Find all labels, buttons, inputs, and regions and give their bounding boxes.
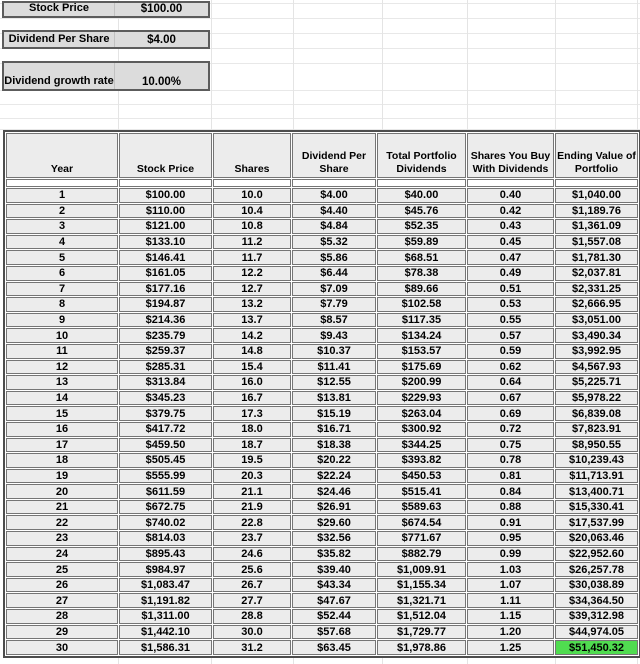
cell-total-portfolio-dividends-y24[interactable]: $882.79 — [377, 547, 466, 562]
column-header-shares: Shares — [213, 133, 291, 178]
cell-shares-y20[interactable]: 21.1 — [213, 484, 291, 499]
cell-ending-value-of-portfolio-y7[interactable]: $2,331.25 — [555, 282, 638, 297]
cell-ending-value-of-portfolio-y19[interactable]: $11,713.91 — [555, 469, 638, 484]
cell-dividend-per-share-y7[interactable]: $7.09 — [292, 282, 376, 297]
cell-total-portfolio-dividends-y11[interactable]: $153.57 — [377, 344, 466, 359]
cell-total-portfolio-dividends-y1[interactable]: $40.00 — [377, 188, 466, 203]
cell-shares-y11[interactable]: 14.8 — [213, 344, 291, 359]
table-row-year-30 — [6, 640, 638, 655]
cell-stock-price-y10[interactable]: $235.79 — [119, 328, 212, 343]
cell-year-y8[interactable]: 8 — [6, 297, 118, 312]
cell-total-portfolio-dividends-y27[interactable]: $1,321.71 — [377, 593, 466, 608]
cell-shares-you-buy-with-dividends-y3[interactable]: 0.43 — [467, 219, 554, 234]
cell-shares-y9[interactable]: 13.7 — [213, 313, 291, 328]
table-row-year-19 — [6, 469, 638, 484]
cell-year-y10[interactable]: 10 — [6, 328, 118, 343]
cell-shares-you-buy-with-dividends-y24[interactable]: 0.99 — [467, 547, 554, 562]
cell-year-y14[interactable]: 14 — [6, 391, 118, 406]
cell-total-portfolio-dividends-y4[interactable]: $59.89 — [377, 235, 466, 250]
cell-stock-price-y19[interactable]: $555.99 — [119, 469, 212, 484]
cell-ending-value-of-portfolio-y28[interactable]: $39,312.98 — [555, 609, 638, 624]
cell-dividend-per-share-y3[interactable]: $4.84 — [292, 219, 376, 234]
table-row-year-11 — [6, 344, 638, 359]
cell-shares-you-buy-with-dividends-y6[interactable]: 0.49 — [467, 266, 554, 281]
cell-year-y16[interactable]: 16 — [6, 422, 118, 437]
cell-shares-you-buy-with-dividends-y22[interactable]: 0.91 — [467, 515, 554, 530]
cell-ending-value-of-portfolio-y20[interactable]: $13,400.71 — [555, 484, 638, 499]
spacer-row — [6, 179, 638, 187]
cell-year-y11[interactable]: 11 — [6, 344, 118, 359]
column-header-total-portfolio-dividends: Total Portfolio Dividends — [377, 133, 466, 178]
cell-stock-price-y30[interactable]: $1,586.31 — [119, 640, 212, 655]
cell-dividend-per-share-y23[interactable]: $32.56 — [292, 531, 376, 546]
cell-dividend-per-share-y15[interactable]: $15.19 — [292, 406, 376, 421]
cell-total-portfolio-dividends-y9[interactable]: $117.35 — [377, 313, 466, 328]
cell-dividend-per-share-y17[interactable]: $18.38 — [292, 438, 376, 453]
cell-ending-value-of-portfolio-y25[interactable]: $26,257.78 — [555, 562, 638, 577]
column-header-shares-you-buy-with-dividends: Shares You Buy With Dividends — [467, 133, 554, 178]
dividend-growth-rate-value-cell[interactable]: 10.00% — [114, 63, 208, 89]
cell-ending-value-of-portfolio-y10[interactable]: $3,490.34 — [555, 328, 638, 343]
cell-year-y25[interactable]: 25 — [6, 562, 118, 577]
cell-dividend-per-share-y6[interactable]: $6.44 — [292, 266, 376, 281]
cell-shares-you-buy-with-dividends-y25[interactable]: 1.03 — [467, 562, 554, 577]
cell-stock-price-y6[interactable]: $161.05 — [119, 266, 212, 281]
cell-shares-you-buy-with-dividends-y9[interactable]: 0.55 — [467, 313, 554, 328]
cell-shares-you-buy-with-dividends-y13[interactable]: 0.64 — [467, 375, 554, 390]
cell-year-y15[interactable]: 15 — [6, 406, 118, 421]
table-row-year-26 — [6, 578, 638, 593]
cell-shares-y2[interactable]: 10.4 — [213, 204, 291, 219]
cell-total-portfolio-dividends-y30[interactable]: $1,978.86 — [377, 640, 466, 655]
cell-stock-price-y8[interactable]: $194.87 — [119, 297, 212, 312]
cell-stock-price-y2[interactable]: $110.00 — [119, 204, 212, 219]
table-row-year-27 — [6, 593, 638, 608]
cell-total-portfolio-dividends-y10[interactable]: $134.24 — [377, 328, 466, 343]
cell-stock-price-y4[interactable]: $133.10 — [119, 235, 212, 250]
table-row-year-7 — [6, 282, 638, 297]
input-dividend-per-share — [2, 30, 210, 49]
cell-stock-price-y3[interactable]: $121.00 — [119, 219, 212, 234]
cell-ending-value-of-portfolio-y15[interactable]: $6,839.08 — [555, 406, 638, 421]
cell-shares-y29[interactable]: 30.0 — [213, 625, 291, 640]
cell-dividend-per-share-y9[interactable]: $8.57 — [292, 313, 376, 328]
cell-year-y19[interactable]: 19 — [6, 469, 118, 484]
cell-shares-y24[interactable]: 24.6 — [213, 547, 291, 562]
dividend-schedule-table — [3, 130, 640, 658]
cell-ending-value-of-portfolio-y23[interactable]: $20,063.46 — [555, 531, 638, 546]
spacer-cell — [6, 179, 118, 187]
cell-stock-price-y24[interactable]: $895.43 — [119, 547, 212, 562]
cell-total-portfolio-dividends-y18[interactable]: $393.82 — [377, 453, 466, 468]
cell-year-y24[interactable]: 24 — [6, 547, 118, 562]
cell-year-y26[interactable]: 26 — [6, 578, 118, 593]
spacer-cell — [119, 179, 212, 187]
spacer-cell — [467, 179, 554, 187]
cell-dividend-per-share-y29[interactable]: $57.68 — [292, 625, 376, 640]
table-row-year-5 — [6, 250, 638, 265]
column-header-ending-value-of-portfolio: Ending Value of Portfolio — [555, 133, 638, 178]
cell-ending-value-of-portfolio-y18[interactable]: $10,239.43 — [555, 453, 638, 468]
cell-shares-you-buy-with-dividends-y15[interactable]: 0.69 — [467, 406, 554, 421]
cell-stock-price-y22[interactable]: $740.02 — [119, 515, 212, 530]
cell-dividend-per-share-y21[interactable]: $26.91 — [292, 500, 376, 515]
cell-dividend-per-share-y2[interactable]: $4.40 — [292, 204, 376, 219]
table-row-year-21 — [6, 500, 638, 515]
cell-stock-price-y13[interactable]: $313.84 — [119, 375, 212, 390]
cell-total-portfolio-dividends-y29[interactable]: $1,729.77 — [377, 625, 466, 640]
cell-year-y30[interactable]: 30 — [6, 640, 118, 655]
cell-total-portfolio-dividends-y13[interactable]: $200.99 — [377, 375, 466, 390]
cell-year-y20[interactable]: 20 — [6, 484, 118, 499]
dividend-table-body — [6, 179, 638, 655]
cell-shares-y6[interactable]: 12.2 — [213, 266, 291, 281]
cell-year-y9[interactable]: 9 — [6, 313, 118, 328]
table-row-year-12 — [6, 360, 638, 375]
table-row-year-2 — [6, 204, 638, 219]
input-stock-price — [2, 1, 210, 18]
table-row-year-6 — [6, 266, 638, 281]
cell-ending-value-of-portfolio-y5[interactable]: $1,781.30 — [555, 250, 638, 265]
cell-total-portfolio-dividends-y22[interactable]: $674.54 — [377, 515, 466, 530]
cell-shares-y4[interactable]: 11.2 — [213, 235, 291, 250]
cell-ending-value-of-portfolio-y29[interactable]: $44,974.05 — [555, 625, 638, 640]
table-row-year-4 — [6, 235, 638, 250]
cell-stock-price-y21[interactable]: $672.75 — [119, 500, 212, 515]
cell-total-portfolio-dividends-y8[interactable]: $102.58 — [377, 297, 466, 312]
cell-year-y12[interactable]: 12 — [6, 360, 118, 375]
dividend-growth-rate-label: Dividend growth rate — [4, 75, 114, 88]
cell-stock-price-y29[interactable]: $1,442.10 — [119, 625, 212, 640]
cell-dividend-per-share-y25[interactable]: $39.40 — [292, 562, 376, 577]
cell-dividend-per-share-y10[interactable]: $9.43 — [292, 328, 376, 343]
cell-ending-value-of-portfolio-y3[interactable]: $1,361.09 — [555, 219, 638, 234]
cell-shares-y23[interactable]: 23.7 — [213, 531, 291, 546]
cell-year-y17[interactable]: 17 — [6, 438, 118, 453]
cell-dividend-per-share-y16[interactable]: $16.71 — [292, 422, 376, 437]
cell-shares-y25[interactable]: 25.6 — [213, 562, 291, 577]
cell-total-portfolio-dividends-y20[interactable]: $515.41 — [377, 484, 466, 499]
cell-shares-you-buy-with-dividends-y4[interactable]: 0.45 — [467, 235, 554, 250]
cell-shares-you-buy-with-dividends-y16[interactable]: 0.72 — [467, 422, 554, 437]
cell-year-y23[interactable]: 23 — [6, 531, 118, 546]
cell-ending-value-of-portfolio-y6[interactable]: $2,037.81 — [555, 266, 638, 281]
cell-stock-price-y14[interactable]: $345.23 — [119, 391, 212, 406]
table-row-year-15 — [6, 406, 638, 421]
cell-stock-price-y20[interactable]: $611.59 — [119, 484, 212, 499]
cell-shares-y17[interactable]: 18.7 — [213, 438, 291, 453]
cell-shares-you-buy-with-dividends-y28[interactable]: 1.15 — [467, 609, 554, 624]
table-row-year-20 — [6, 484, 638, 499]
cell-shares-y19[interactable]: 20.3 — [213, 469, 291, 484]
cell-dividend-per-share-y24[interactable]: $35.82 — [292, 547, 376, 562]
cell-shares-y8[interactable]: 13.2 — [213, 297, 291, 312]
table-row-year-9 — [6, 313, 638, 328]
table-row-year-3 — [6, 219, 638, 234]
cell-ending-value-of-portfolio-y13[interactable]: $5,225.71 — [555, 375, 638, 390]
cell-ending-value-of-portfolio-y2[interactable]: $1,189.76 — [555, 204, 638, 219]
cell-year-y18[interactable]: 18 — [6, 453, 118, 468]
dividend-per-share-value-cell[interactable]: $4.00 — [114, 32, 208, 47]
cell-shares-you-buy-with-dividends-y27[interactable]: 1.11 — [467, 593, 554, 608]
cell-year-y27[interactable]: 27 — [6, 593, 118, 608]
cell-stock-price-y12[interactable]: $285.31 — [119, 360, 212, 375]
cell-dividend-per-share-y11[interactable]: $10.37 — [292, 344, 376, 359]
table-row-year-18 — [6, 453, 638, 468]
cell-shares-y1[interactable]: 10.0 — [213, 188, 291, 203]
cell-dividend-per-share-y27[interactable]: $47.67 — [292, 593, 376, 608]
cell-ending-value-of-portfolio-y21[interactable]: $15,330.41 — [555, 500, 638, 515]
cell-year-y6[interactable]: 6 — [6, 266, 118, 281]
cell-ending-value-of-portfolio-y22[interactable]: $17,537.99 — [555, 515, 638, 530]
cell-year-y29[interactable]: 29 — [6, 625, 118, 640]
cell-shares-you-buy-with-dividends-y17[interactable]: 0.75 — [467, 438, 554, 453]
table-row-year-25 — [6, 562, 638, 577]
cell-ending-value-of-portfolio-y24[interactable]: $22,952.60 — [555, 547, 638, 562]
cell-year-y3[interactable]: 3 — [6, 219, 118, 234]
cell-dividend-per-share-y4[interactable]: $5.32 — [292, 235, 376, 250]
cell-shares-you-buy-with-dividends-y18[interactable]: 0.78 — [467, 453, 554, 468]
cell-ending-value-of-portfolio-y27[interactable]: $34,364.50 — [555, 593, 638, 608]
cell-stock-price-y7[interactable]: $177.16 — [119, 282, 212, 297]
cell-year-y1[interactable]: 1 — [6, 188, 118, 203]
cell-shares-you-buy-with-dividends-y1[interactable]: 0.40 — [467, 188, 554, 203]
cell-shares-y15[interactable]: 17.3 — [213, 406, 291, 421]
cell-ending-value-of-portfolio-y12[interactable]: $4,567.93 — [555, 360, 638, 375]
cell-dividend-per-share-y8[interactable]: $7.79 — [292, 297, 376, 312]
cell-ending-value-of-portfolio-y1[interactable]: $1,040.00 — [555, 188, 638, 203]
cell-shares-you-buy-with-dividends-y26[interactable]: 1.07 — [467, 578, 554, 593]
spacer-cell — [377, 179, 466, 187]
column-header-dividend-per-share: Dividend Per Share — [292, 133, 376, 178]
cell-dividend-per-share-y1[interactable]: $4.00 — [292, 188, 376, 203]
table-row-year-22 — [6, 515, 638, 530]
cell-year-y13[interactable]: 13 — [6, 375, 118, 390]
cell-shares-you-buy-with-dividends-y8[interactable]: 0.53 — [467, 297, 554, 312]
cell-total-portfolio-dividends-y6[interactable]: $78.38 — [377, 266, 466, 281]
cell-shares-you-buy-with-dividends-y2[interactable]: 0.42 — [467, 204, 554, 219]
cell-total-portfolio-dividends-y2[interactable]: $45.76 — [377, 204, 466, 219]
cell-total-portfolio-dividends-y5[interactable]: $68.51 — [377, 250, 466, 265]
cell-stock-price-y25[interactable]: $984.97 — [119, 562, 212, 577]
cell-shares-y5[interactable]: 11.7 — [213, 250, 291, 265]
cell-dividend-per-share-y28[interactable]: $52.44 — [292, 609, 376, 624]
cell-shares-y22[interactable]: 22.8 — [213, 515, 291, 530]
cell-year-y5[interactable]: 5 — [6, 250, 118, 265]
cell-total-portfolio-dividends-y23[interactable]: $771.67 — [377, 531, 466, 546]
cell-shares-y10[interactable]: 14.2 — [213, 328, 291, 343]
cell-shares-y16[interactable]: 18.0 — [213, 422, 291, 437]
cell-shares-you-buy-with-dividends-y7[interactable]: 0.51 — [467, 282, 554, 297]
cell-dividend-per-share-y26[interactable]: $43.34 — [292, 578, 376, 593]
cell-total-portfolio-dividends-y14[interactable]: $229.93 — [377, 391, 466, 406]
table-row-year-16 — [6, 422, 638, 437]
cell-ending-value-of-portfolio-y26[interactable]: $30,038.89 — [555, 578, 638, 593]
cell-dividend-per-share-y20[interactable]: $24.46 — [292, 484, 376, 499]
cell-shares-y13[interactable]: 16.0 — [213, 375, 291, 390]
cell-total-portfolio-dividends-y17[interactable]: $344.25 — [377, 438, 466, 453]
cell-year-y21[interactable]: 21 — [6, 500, 118, 515]
cell-shares-you-buy-with-dividends-y21[interactable]: 0.88 — [467, 500, 554, 515]
cell-total-portfolio-dividends-y3[interactable]: $52.35 — [377, 219, 466, 234]
cell-dividend-per-share-y30[interactable]: $63.45 — [292, 640, 376, 655]
cell-dividend-per-share-y5[interactable]: $5.86 — [292, 250, 376, 265]
cell-shares-you-buy-with-dividends-y19[interactable]: 0.81 — [467, 469, 554, 484]
table-row-year-17 — [6, 438, 638, 453]
cell-stock-price-y27[interactable]: $1,191.82 — [119, 593, 212, 608]
cell-total-portfolio-dividends-y28[interactable]: $1,512.04 — [377, 609, 466, 624]
cell-dividend-per-share-y22[interactable]: $29.60 — [292, 515, 376, 530]
cell-dividend-per-share-y12[interactable]: $11.41 — [292, 360, 376, 375]
cell-year-y2[interactable]: 2 — [6, 204, 118, 219]
cell-year-y28[interactable]: 28 — [6, 609, 118, 624]
input-dividend-growth-rate — [2, 61, 210, 91]
cell-stock-price-y1[interactable]: $100.00 — [119, 188, 212, 203]
cell-ending-value-of-portfolio-y11[interactable]: $3,992.95 — [555, 344, 638, 359]
cell-ending-value-of-portfolio-y4[interactable]: $1,557.08 — [555, 235, 638, 250]
cell-shares-you-buy-with-dividends-y20[interactable]: 0.84 — [467, 484, 554, 499]
cell-shares-y12[interactable]: 15.4 — [213, 360, 291, 375]
table-row-year-29 — [6, 625, 638, 640]
column-header-stock-price: Stock Price — [119, 133, 212, 178]
cell-shares-you-buy-with-dividends-y12[interactable]: 0.62 — [467, 360, 554, 375]
cell-shares-y27[interactable]: 27.7 — [213, 593, 291, 608]
table-row-year-8 — [6, 297, 638, 312]
cell-shares-y26[interactable]: 26.7 — [213, 578, 291, 593]
table-row-year-28 — [6, 609, 638, 624]
cell-dividend-per-share-y18[interactable]: $20.22 — [292, 453, 376, 468]
cell-shares-you-buy-with-dividends-y30[interactable]: 1.25 — [467, 640, 554, 655]
cell-stock-price-y17[interactable]: $459.50 — [119, 438, 212, 453]
table-row-year-23 — [6, 531, 638, 546]
cell-shares-y3[interactable]: 10.8 — [213, 219, 291, 234]
cell-shares-y21[interactable]: 21.9 — [213, 500, 291, 515]
cell-total-portfolio-dividends-y16[interactable]: $300.92 — [377, 422, 466, 437]
table-header-row — [6, 133, 638, 178]
cell-shares-you-buy-with-dividends-y11[interactable]: 0.59 — [467, 344, 554, 359]
table-row-year-13 — [6, 375, 638, 390]
spacer-cell — [555, 179, 638, 187]
cell-dividend-per-share-y19[interactable]: $22.24 — [292, 469, 376, 484]
cell-shares-you-buy-with-dividends-y14[interactable]: 0.67 — [467, 391, 554, 406]
cell-ending-value-of-portfolio-y8[interactable]: $2,666.95 — [555, 297, 638, 312]
cell-shares-y30[interactable]: 31.2 — [213, 640, 291, 655]
cell-stock-price-y5[interactable]: $146.41 — [119, 250, 212, 265]
table-row-year-10 — [6, 328, 638, 343]
dividend-per-share-label: Dividend Per Share — [8, 33, 110, 46]
table-row-year-14 — [6, 391, 638, 406]
cell-total-portfolio-dividends-y26[interactable]: $1,155.34 — [377, 578, 466, 593]
cell-shares-y18[interactable]: 19.5 — [213, 453, 291, 468]
cell-total-portfolio-dividends-y15[interactable]: $263.04 — [377, 406, 466, 421]
cell-stock-price-y28[interactable]: $1,311.00 — [119, 609, 212, 624]
cell-ending-value-of-portfolio-y16[interactable]: $7,823.91 — [555, 422, 638, 437]
spacer-cell — [292, 179, 376, 187]
cell-dividend-per-share-y14[interactable]: $13.81 — [292, 391, 376, 406]
cell-stock-price-y18[interactable]: $505.45 — [119, 453, 212, 468]
cell-stock-price-y15[interactable]: $379.75 — [119, 406, 212, 421]
cell-total-portfolio-dividends-y19[interactable]: $450.53 — [377, 469, 466, 484]
column-header-year: Year — [6, 133, 118, 178]
cell-year-y4[interactable]: 4 — [6, 235, 118, 250]
cell-stock-price-y11[interactable]: $259.37 — [119, 344, 212, 359]
cell-year-y22[interactable]: 22 — [6, 515, 118, 530]
cell-shares-y14[interactable]: 16.7 — [213, 391, 291, 406]
highlighted-final-value-cell[interactable]: $51,450.32 — [555, 640, 638, 655]
table-row-year-1 — [6, 188, 638, 203]
cell-total-portfolio-dividends-y25[interactable]: $1,009.91 — [377, 562, 466, 577]
cell-stock-price-y26[interactable]: $1,083.47 — [119, 578, 212, 593]
spacer-cell — [213, 179, 291, 187]
cell-shares-y7[interactable]: 12.7 — [213, 282, 291, 297]
cell-shares-you-buy-with-dividends-y23[interactable]: 0.95 — [467, 531, 554, 546]
stock-price-label: Stock Price — [29, 2, 89, 15]
cell-total-portfolio-dividends-y12[interactable]: $175.69 — [377, 360, 466, 375]
cell-stock-price-y9[interactable]: $214.36 — [119, 313, 212, 328]
cell-year-y7[interactable]: 7 — [6, 282, 118, 297]
cell-ending-value-of-portfolio-y17[interactable]: $8,950.55 — [555, 438, 638, 453]
cell-dividend-per-share-y13[interactable]: $12.55 — [292, 375, 376, 390]
cell-total-portfolio-dividends-y21[interactable]: $589.63 — [377, 500, 466, 515]
cell-ending-value-of-portfolio-y14[interactable]: $5,978.22 — [555, 391, 638, 406]
cell-shares-you-buy-with-dividends-y29[interactable]: 1.20 — [467, 625, 554, 640]
cell-shares-y28[interactable]: 28.8 — [213, 609, 291, 624]
cell-ending-value-of-portfolio-y9[interactable]: $3,051.00 — [555, 313, 638, 328]
cell-shares-you-buy-with-dividends-y10[interactable]: 0.57 — [467, 328, 554, 343]
cell-total-portfolio-dividends-y7[interactable]: $89.66 — [377, 282, 466, 297]
cell-stock-price-y16[interactable]: $417.72 — [119, 422, 212, 437]
table-row-year-24 — [6, 547, 638, 562]
cell-shares-you-buy-with-dividends-y5[interactable]: 0.47 — [467, 250, 554, 265]
cell-stock-price-y23[interactable]: $814.03 — [119, 531, 212, 546]
stock-price-value-cell[interactable]: $100.00 — [114, 3, 208, 16]
